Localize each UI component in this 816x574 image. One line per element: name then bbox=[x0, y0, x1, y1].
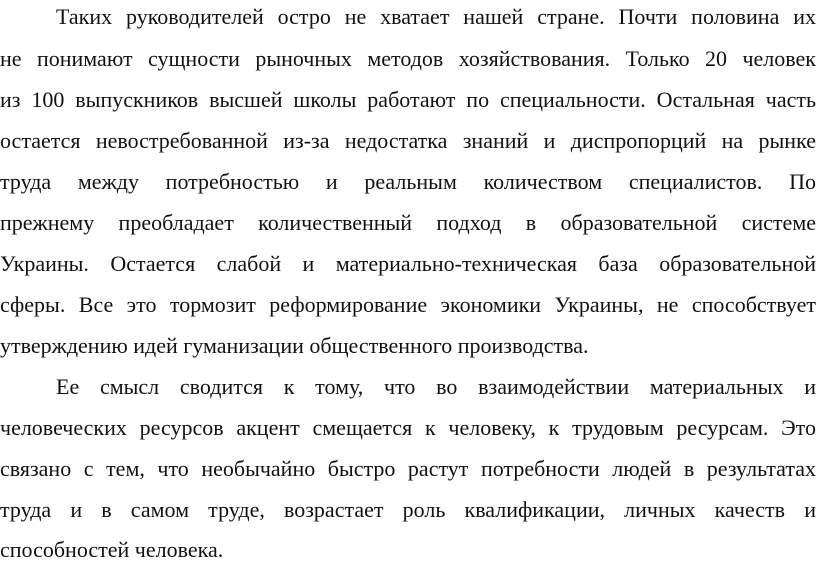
text-line: связано с тем, что необычайно быстро растут потребности людей в результатах bbox=[0, 456, 816, 481]
text-line: утверждению идей гуманизации общественного производства. bbox=[0, 333, 589, 358]
text-line: человеческих ресурсов акцент смещается к человеку, к трудовым ресурсам. Это bbox=[0, 415, 816, 440]
text-line: остается невостребованной из-за недостатка знаний и диспропорций на рынке bbox=[0, 128, 816, 153]
text-line: труда между потребностью и реальным количеством специалистов. По bbox=[0, 169, 816, 194]
text-line: Украины. Остается слабой и материально-техническая база образовательной bbox=[0, 251, 816, 276]
text-line: из 100 выпускников высшей школы работают по специальности. Остальная часть bbox=[0, 87, 816, 112]
text-line: способностей человека. bbox=[0, 537, 224, 562]
text-line: прежнему преобладает количественный подход в образовательной системе bbox=[0, 210, 816, 235]
text-line: не понимают сущности рыночных методов хозяйствования. Только 20 человек bbox=[0, 46, 816, 71]
text-line: Ее смысл сводится к тому, что во взаимодействии материальных и bbox=[56, 374, 816, 399]
text-line: Таких руководителей остро не хватает нашей стране. Почти половина их bbox=[56, 4, 816, 29]
text-line: сферы. Все это тормозит реформирование экономики Украины, не способствует bbox=[0, 292, 816, 317]
text-line: труда и в самом труде, возрастает роль квалификации, личных качеств и bbox=[0, 497, 816, 522]
